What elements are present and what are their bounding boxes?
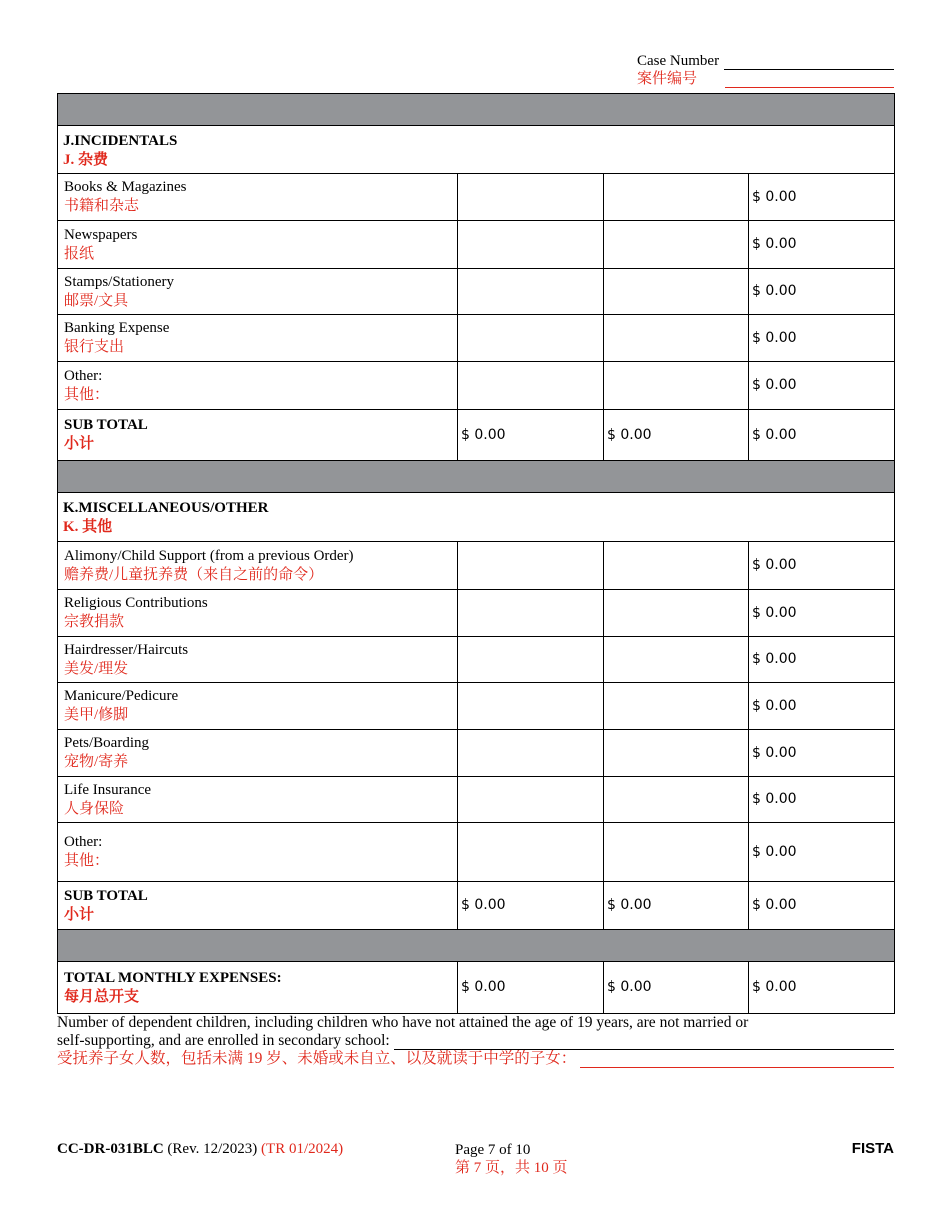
amount-cell-1[interactable]	[458, 683, 604, 730]
subtotal-cell-1: $ 0.00	[458, 410, 604, 461]
row-label: Other:	[64, 834, 103, 850]
amount-cell-1[interactable]	[458, 269, 604, 315]
form-identifier	[57, 1141, 343, 1158]
table-row	[58, 221, 895, 269]
row-label: Books & Magazines	[64, 179, 187, 195]
amount-cell-1[interactable]	[458, 590, 604, 637]
row-label: Life Insurance	[64, 781, 152, 798]
table-row	[58, 637, 895, 683]
page-number-zh: 第 7 页，共 10 页	[455, 1160, 568, 1176]
amount-cell-3[interactable]: $ 0.00	[749, 542, 895, 590]
section-divider	[58, 461, 895, 493]
form-translation-rev: (TR 01/2024)	[261, 1141, 344, 1157]
table-row	[58, 174, 895, 221]
row-label: Stamps/Stationery	[64, 273, 174, 290]
case-number-block	[637, 52, 894, 88]
amount-cell-1[interactable]	[458, 637, 604, 683]
expense-table	[57, 93, 895, 1014]
row-label-zh: 美发/理发	[64, 660, 129, 677]
subtotal-row	[58, 882, 895, 930]
dependents-text-zh: 受抚养子女人数，包括未满 19 岁、未婚或未自立、以及就读于中学的子女：	[57, 1050, 577, 1067]
table-row	[58, 590, 895, 637]
amount-cell-3[interactable]: $ 0.00	[749, 777, 895, 823]
case-number-label-zh: 案件编号	[637, 71, 698, 87]
amount-cell-3[interactable]: $ 0.00	[749, 590, 895, 637]
total-cell-2: $ 0.00	[604, 962, 749, 1014]
table-row	[58, 542, 895, 590]
amount-cell-2[interactable]	[604, 683, 749, 730]
amount-cell-1[interactable]	[458, 315, 604, 362]
table-row	[58, 823, 895, 882]
row-label: Pets/Boarding	[64, 735, 149, 751]
amount-cell-3[interactable]: $ 0.00	[749, 683, 895, 730]
amount-cell-3[interactable]: $ 0.00	[749, 221, 895, 269]
subtotal-row	[58, 410, 895, 461]
row-label-zh: 报纸	[64, 245, 95, 262]
row-label: Hairdresser/Haircuts	[64, 641, 189, 658]
page-number	[455, 1141, 568, 1177]
row-label-zh: 美甲/修脚	[64, 707, 129, 723]
dependents-count-field[interactable]	[394, 1035, 894, 1050]
section-title-zh: K. 其他	[63, 519, 113, 535]
row-label: Newspapers	[64, 226, 138, 243]
subtotal-cell-2: $ 0.00	[604, 882, 749, 930]
row-label: Other:	[64, 367, 103, 384]
row-label-zh: 其他：	[64, 386, 110, 403]
total-label: TOTAL MONTHLY EXPENSES:	[64, 969, 282, 986]
form-id: CC-DR-031BLC	[57, 1141, 164, 1157]
amount-cell-2[interactable]	[604, 823, 749, 882]
dependents-count-field-zh	[580, 1053, 894, 1068]
total-cell-1: $ 0.00	[458, 962, 604, 1014]
section-divider	[58, 930, 895, 962]
row-label: Religious Contributions	[64, 595, 208, 611]
row-label-zh: 宗教捐款	[64, 614, 125, 630]
dependents-text-line2: self-supporting, and are enrolled in secondary school:	[57, 1032, 390, 1049]
brand-label: FISTA	[851, 1140, 894, 1157]
row-label-zh: 邮票/文具	[64, 292, 129, 309]
subtotal-label-zh: 小计	[64, 436, 95, 452]
subtotal-cell-1: $ 0.00	[458, 882, 604, 930]
section-title: K.MISCELLANEOUS/OTHER	[63, 500, 269, 516]
dependents-block	[57, 1014, 894, 1068]
section-title: J.INCIDENTALS	[63, 132, 178, 149]
dependents-text-line1: Number of dependent children, including children who have not attained the age of 19 years, are not married or	[57, 1014, 749, 1031]
section-divider	[58, 94, 895, 126]
row-label-zh: 赡养费/儿童抚养费（来自之前的命令）	[64, 566, 324, 583]
case-number-field[interactable]	[724, 56, 894, 70]
row-label-zh: 宠物/寄养	[64, 754, 129, 770]
table-row	[58, 730, 895, 777]
section-header-misc	[58, 493, 895, 542]
row-label: Banking Expense	[64, 320, 170, 336]
amount-cell-2[interactable]	[604, 269, 749, 315]
subtotal-label: SUB TOTAL	[64, 417, 148, 433]
amount-cell-3[interactable]: $ 0.00	[749, 362, 895, 410]
subtotal-label: SUB TOTAL	[64, 887, 148, 904]
total-label-zh: 每月总开支	[64, 988, 140, 1005]
amount-cell-3[interactable]: $ 0.00	[749, 730, 895, 777]
amount-cell-2[interactable]	[604, 221, 749, 269]
amount-cell-3[interactable]: $ 0.00	[749, 174, 895, 221]
amount-cell-3[interactable]: $ 0.00	[749, 269, 895, 315]
table-row	[58, 683, 895, 730]
amount-cell-3[interactable]: $ 0.00	[749, 637, 895, 683]
table-row	[58, 777, 895, 823]
amount-cell-2[interactable]	[604, 730, 749, 777]
subtotal-cell-3: $ 0.00	[749, 410, 895, 461]
subtotal-cell-3: $ 0.00	[749, 882, 895, 930]
amount-cell-2[interactable]	[604, 174, 749, 221]
amount-cell-1[interactable]	[458, 174, 604, 221]
amount-cell-1[interactable]	[458, 362, 604, 410]
amount-cell-2[interactable]	[604, 315, 749, 362]
case-number-label: Case Number	[637, 53, 720, 69]
amount-cell-1[interactable]	[458, 730, 604, 777]
amount-cell-1[interactable]	[458, 221, 604, 269]
amount-cell-2[interactable]	[604, 777, 749, 823]
amount-cell-3[interactable]: $ 0.00	[749, 315, 895, 362]
amount-cell-2[interactable]	[604, 590, 749, 637]
amount-cell-1[interactable]	[458, 542, 604, 590]
row-label-zh: 其他：	[64, 853, 110, 869]
case-number-field-zh	[725, 74, 894, 88]
row-label-zh: 银行支出	[64, 339, 125, 355]
row-label: Manicure/Pedicure	[64, 688, 179, 704]
section-title-zh: J. 杂费	[63, 151, 109, 168]
subtotal-label-zh: 小计	[64, 906, 95, 923]
page-number-en: Page 7 of 10	[455, 1142, 531, 1158]
total-row	[58, 962, 895, 1014]
row-label: Alimony/Child Support (from a previous Order)	[64, 547, 354, 564]
table-row	[58, 315, 895, 362]
row-label-zh: 人身保险	[64, 800, 125, 817]
amount-cell-3[interactable]: $ 0.00	[749, 823, 895, 882]
row-label-zh: 书籍和杂志	[64, 198, 140, 214]
table-row	[58, 362, 895, 410]
amount-cell-2[interactable]	[604, 362, 749, 410]
total-cell-3: $ 0.00	[749, 962, 895, 1014]
subtotal-cell-2: $ 0.00	[604, 410, 749, 461]
amount-cell-2[interactable]	[604, 542, 749, 590]
section-header-incidentals	[58, 126, 895, 174]
table-row	[58, 269, 895, 315]
amount-cell-1[interactable]	[458, 823, 604, 882]
amount-cell-1[interactable]	[458, 777, 604, 823]
form-revision: (Rev. 12/2023)	[167, 1141, 258, 1157]
amount-cell-2[interactable]	[604, 637, 749, 683]
